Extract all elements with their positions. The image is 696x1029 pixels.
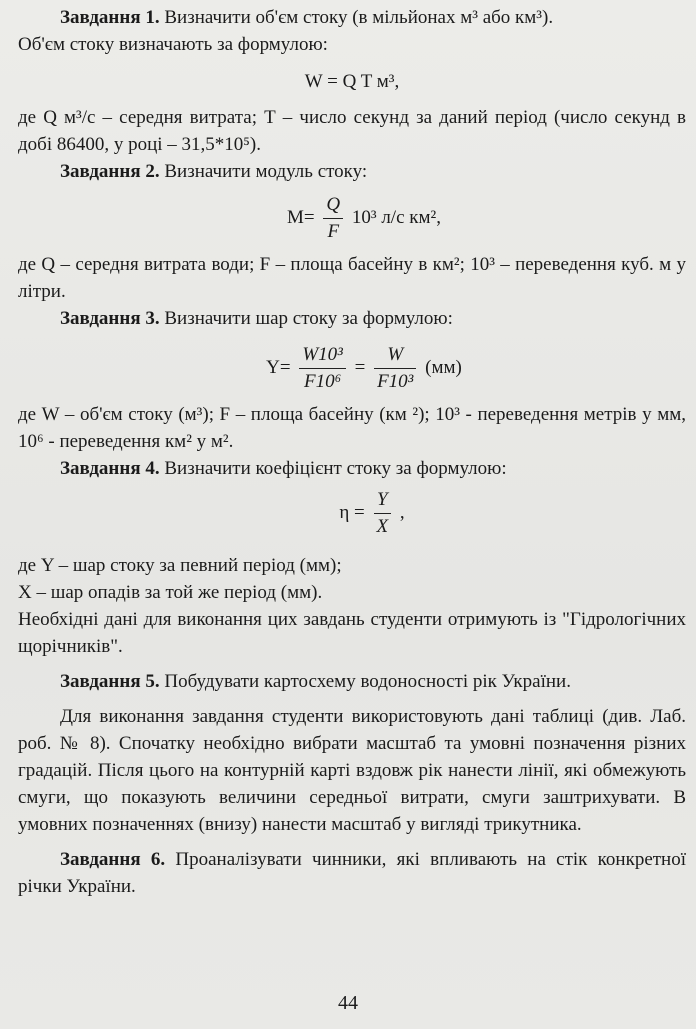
task3-formula	[18, 342, 686, 395]
task4-desc-1: де Y – шар стоку за певний період (мм);	[18, 555, 342, 576]
task3-frac1-den: F10⁶	[303, 371, 342, 392]
task5-body: Для виконання завдання студенти використовують дані таблиці (див. Лаб. роб. № 8). Спочатку необхідно вибрати масштаб та умовні позначення різних градацій. Після цього на контурній карті вздовж рік нанести лінії, які обмежують смуги, що показують величини середньої витрати, смуги заштрихувати. В умовних позначеннях (внизу) нанести масштаб у вигляді трикутника.	[18, 706, 686, 835]
task2-formula	[18, 192, 686, 245]
task4-formula	[18, 487, 686, 540]
task4-frac-den: X	[376, 516, 389, 537]
task2-desc: де Q – середня витрата води; F – площа басейну в км²; 10³ – переведення куб. м у літри.	[18, 254, 686, 302]
task3-formula-lhs: Y=	[266, 356, 291, 378]
task2-frac-num: Q	[323, 192, 343, 219]
task1-formula: W = Q T м³,	[304, 71, 400, 92]
task3-frac2-den: F10³	[377, 371, 414, 392]
task5-title	[18, 668, 686, 695]
task1-line2: Об'єм стоку визначають за формулою:	[18, 34, 328, 55]
task4-frac-num: Y	[374, 487, 392, 514]
task1-desc: де Q м³/с – середня витрата; Т – число секунд за даний період (число секунд в добі 86400, у році – 31,5*10⁵).	[18, 107, 686, 155]
task3-text: Визначити шар стоку за формулою:	[164, 308, 453, 329]
task4-formula-lhs: η =	[339, 501, 365, 523]
task3-frac1-num: W10³	[299, 342, 346, 369]
task1-head: Завдання 1.	[60, 7, 160, 28]
task3-desc: де W – об'єм стоку (м³); F – площа басейну (км ²); 10³ - переведення метрів у мм, 10⁶ - переведення км² у м².	[18, 404, 686, 452]
task3-head: Завдання 3.	[60, 308, 160, 329]
task1-text: Визначити об'єм стоку (в мільйонах м³ або км³).	[164, 7, 554, 28]
task3-title	[18, 305, 686, 332]
page-number: 44	[338, 992, 358, 1014]
task5-head: Завдання 5.	[60, 671, 160, 692]
task2-fraction	[323, 192, 343, 245]
task3-fraction-2	[374, 342, 416, 395]
task6-head: Завдання 6.	[60, 849, 166, 870]
task4-title	[18, 455, 686, 482]
task6-paragraph	[18, 846, 686, 900]
task3-frac2-num: W	[374, 342, 416, 369]
task5-text: Побудувати картосхему водоносності рік України.	[164, 671, 571, 692]
task4-fraction	[374, 487, 392, 540]
task2-formula-rest: 10³ л/с км²,	[351, 206, 441, 228]
task2-head: Завдання 2.	[60, 161, 160, 182]
task2-title	[18, 158, 686, 185]
task1-title	[18, 4, 686, 31]
task4-note: Необхідні дані для виконання цих завдань студенти отримують із "Гідрологічних щорічників".	[18, 609, 686, 657]
task3-equals: =	[354, 356, 366, 378]
task6-text: Проаналізувати чинники, які впливають на стік конкретної річки України.	[18, 849, 686, 897]
task3-unit: (мм)	[425, 356, 462, 378]
task2-frac-den: F	[327, 221, 340, 242]
task4-head: Завдання 4.	[60, 458, 160, 479]
task4-formula-rest: ,	[399, 501, 405, 523]
task3-fraction-1	[299, 342, 346, 395]
task2-formula-lhs: M=	[287, 206, 315, 228]
task4-desc-2: X – шар опадів за той же період (мм).	[18, 582, 323, 603]
task4-text: Визначити коефіцієнт стоку за формулою:	[164, 458, 507, 479]
task2-text: Визначити модуль стоку:	[164, 161, 368, 182]
